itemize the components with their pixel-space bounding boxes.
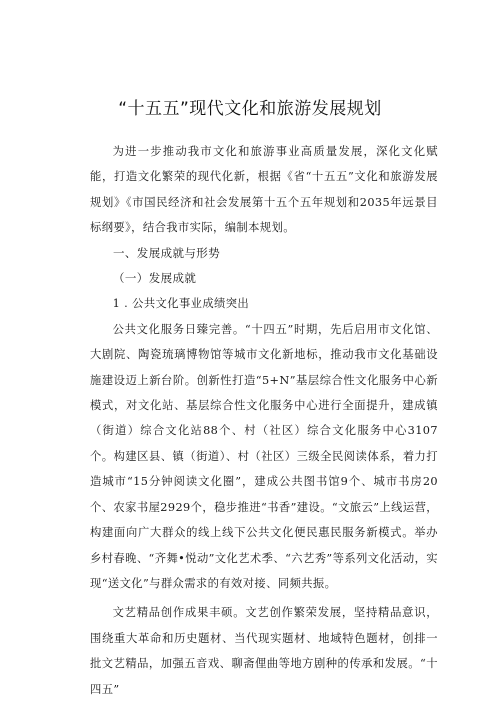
paragraph-public-culture: 公共文化服务日臻完善。“十四五”时期，先后启用市文化馆、大剧院、陶瓷琉璃博物馆等城市文化新地标，推动我市文化基础设施建设迈上新台阶。创新性打造“5+N”基层综合性文化服务中心新模式，对文化站、基层综合性文化服务中心进行全面提升，建成镇（街道）综合文化站88个、村（社区）综合文化服务中心3107个。构建区县、镇（街道）、村（社区）三级全民阅读体系，着力打造城市“15分钟阅读文化圈”，建成公共图书馆9个、城市书房20个、农家书屋2929个，稳步推进“书香”建设。“文旅云”上线运营，构建面向广大群众的线上线下公共文化便民惠民服务新模式。举办乡村春晚、“齐舞•悦动”文化艺术季、“六艺秀”等系列文化活动，实现“送文化”与群众需求的有效对接、同频共振。 — [90, 322, 438, 590]
document-title: “十五五”现代文化和旅游发展规划 — [118, 99, 382, 119]
section-heading: 一、发展成就与形势 — [113, 245, 221, 260]
document-body — [90, 139, 438, 702]
paragraph-arts-creation: 文艺精品创作成果丰硕。文艺创作繁荣发展，坚持精品意识，围绕重大革命和历史题材、当代现实题材、地域特色题材，创排一批文艺精品，加强五音戏、聊斋俚曲等地方剧种的传承和发展。“十四五” — [90, 606, 438, 696]
subsection-heading: （一）发展成就 — [113, 271, 197, 286]
item-heading: 1 . 公共文化事业成绩突出 — [112, 297, 250, 311]
intro-paragraph: 为进一步推动我市文化和旅游事业高质量发展，深化文化赋能，打造文化繁荣的现代化新，根据《省“十五五”文化和旅游发展规划》《市国民经济和社会发展第十五个五年规划和2035年远景目标纲要》，结合我市实际，编制本规划。 — [90, 145, 438, 235]
